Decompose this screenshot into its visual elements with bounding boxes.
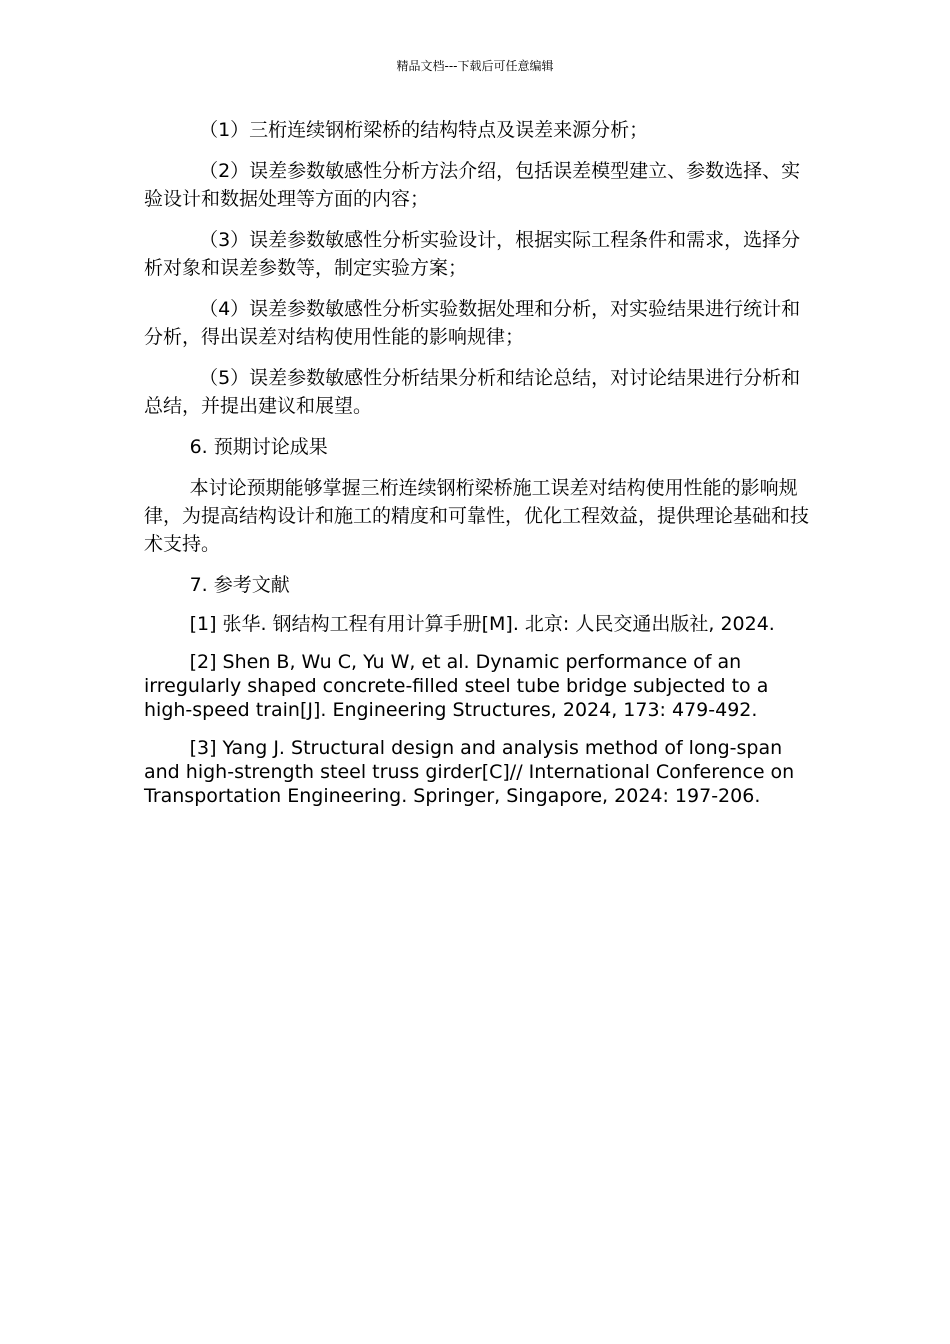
reference-item: [3] Yang J. Structural design and analysis method of long-span and high-strength steel truss girder[C]// International Conference on Transportation Engineering. Springer, Singapore, 2024: 197-206.: [144, 737, 795, 807]
section-body-6: 本讨论预期能够掌握三桁连续钢桁梁桥施工误差对结构使用性能的影响规律，为提高结构设计和施工的精度和可靠性，优化工程效益，提供理论基础和技术支持。: [144, 477, 810, 555]
list-item: （5）误差参数敏感性分析结果分析和结论总结，对讨论结果进行分析和总结，并提出建议和展望。: [144, 367, 801, 417]
reference-item: [2] Shen B, Wu C, Yu W, et al. Dynamic performance of an irregularly shaped concrete-filled steel tube bridge subjected to a high-speed train[J]. Engineering Structures, 2024, 173: 479-492.: [144, 651, 769, 721]
reference-item: [1] 张华. 钢结构工程有用计算手册[M]. 北京: 人民交通出版社, 2024.: [189, 613, 775, 635]
list-item: （2）误差参数敏感性分析方法介绍，包括误差模型建立、参数选择、实验设计和数据处理等方面的内容；: [144, 160, 801, 210]
list-item: （4）误差参数敏感性分析实验数据处理和分析，对实验结果进行统计和分析，得出误差对结构使用性能的影响规律；: [144, 298, 801, 348]
page-header: 精品文档---下载后可任意编辑: [396, 59, 554, 73]
section-heading-6: 6. 预期讨论成果: [189, 436, 328, 458]
document-body: [144, 116, 816, 822]
list-item: （1）三桁连续钢桁梁桥的结构特点及误差来源分析；: [199, 119, 649, 141]
section-heading-7: 7. 参考文献: [189, 574, 290, 596]
list-item: （3）误差参数敏感性分析实验设计，根据实际工程条件和需求，选择分析对象和误差参数等，制定实验方案；: [144, 229, 801, 279]
